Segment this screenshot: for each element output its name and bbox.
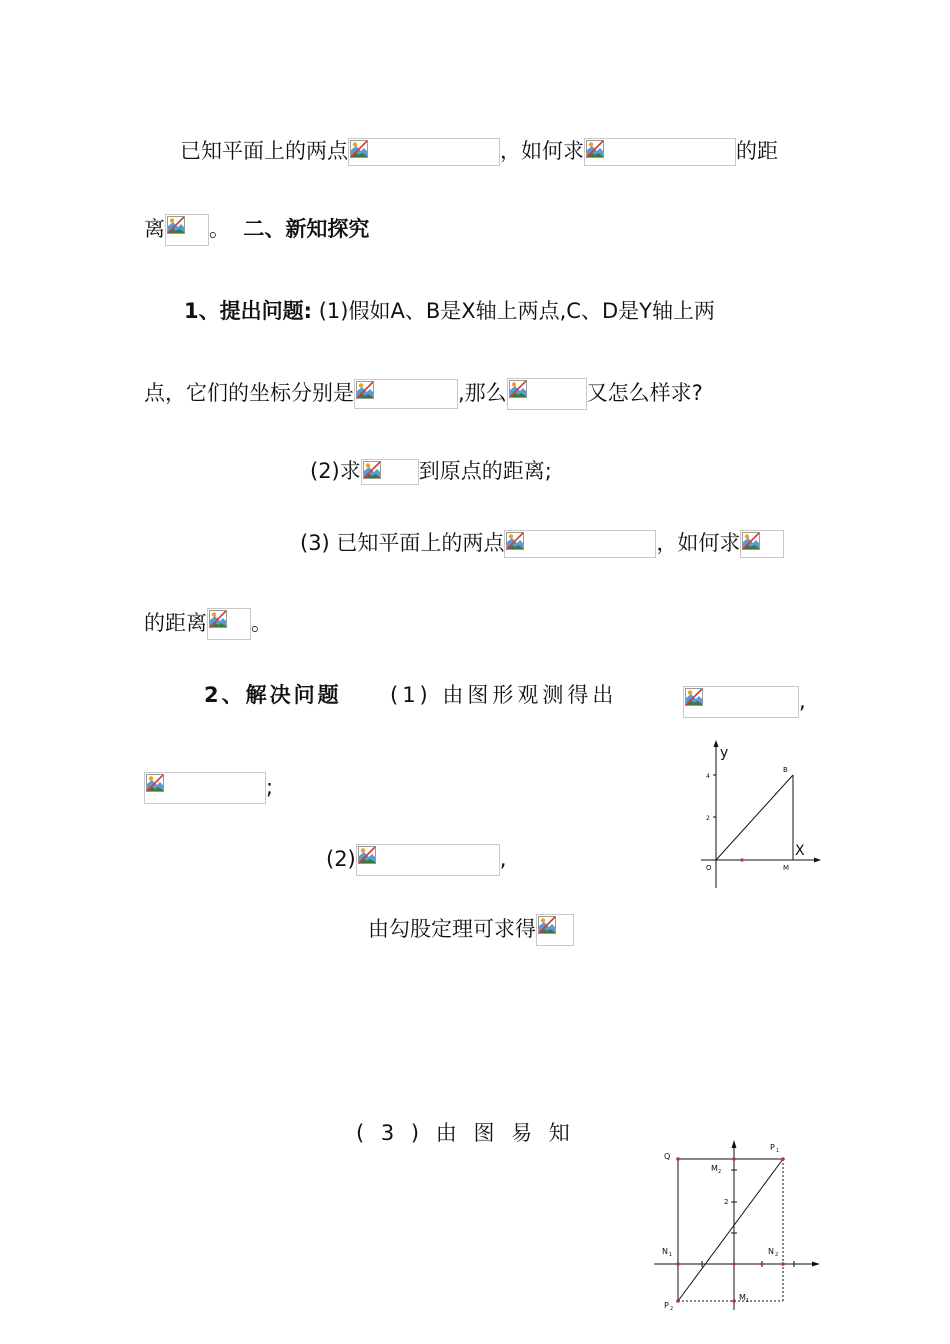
- point-n1: [676, 1262, 680, 1266]
- broken-image-icon: [506, 532, 524, 550]
- x-axis-arrow-icon: [814, 858, 821, 863]
- formula-image: [740, 530, 784, 558]
- text: (2)求: [310, 459, 361, 483]
- text: 又怎么样求?: [586, 381, 703, 405]
- formula-image: [165, 214, 209, 246]
- broken-image-icon: [358, 846, 376, 864]
- point-marker: [740, 858, 743, 861]
- point-label-m1: M: [739, 1293, 746, 1302]
- paragraph-line-8c: [683, 686, 806, 718]
- point-m1: [732, 1299, 736, 1303]
- paragraph-line-8: [204, 680, 342, 710]
- text: 的距: [736, 139, 778, 163]
- text: ,: [499, 847, 507, 871]
- paragraph-line-6: [300, 528, 784, 558]
- point-label-n2-sub: 2: [775, 1252, 779, 1258]
- point-n2: [781, 1262, 785, 1266]
- paragraph-line-3: [184, 296, 715, 326]
- paragraph-line-11: [368, 914, 574, 946]
- axis-label-x: X: [795, 843, 805, 859]
- broken-image-icon: [538, 916, 556, 934]
- formula-image: [507, 378, 587, 410]
- text: (1)假如A、B是X轴上两点,C、D是Y轴上两: [318, 299, 715, 323]
- point-label-m2: M: [711, 1164, 718, 1173]
- text: ，如何求: [500, 139, 584, 163]
- x-axis-arrow-icon: [812, 1262, 820, 1267]
- y-axis-arrow-icon: [732, 1140, 737, 1148]
- broken-image-icon: [509, 380, 527, 398]
- formula-image: [354, 379, 458, 409]
- coordinate-figure-2: [650, 1136, 830, 1314]
- paragraph-line-12: [356, 1118, 572, 1148]
- formula-image: [348, 138, 500, 166]
- formula-image: [504, 530, 656, 558]
- paragraph-line-9: [144, 772, 273, 804]
- broken-image-icon: [350, 140, 368, 158]
- text: 的距离: [144, 611, 207, 635]
- origin-label: O: [706, 864, 712, 872]
- text: (1) 由图形观测得出: [390, 683, 618, 707]
- point-label-m1-sub: 1: [746, 1298, 750, 1304]
- broken-image-icon: [685, 688, 703, 706]
- broken-image-icon: [586, 140, 604, 158]
- text: 。: [209, 217, 230, 241]
- formula-image: [144, 772, 266, 804]
- point-label-p2: P: [664, 1301, 669, 1310]
- point-q: [676, 1157, 680, 1161]
- broken-image-icon: [356, 381, 374, 399]
- text: 点，它们的坐标分别是: [144, 381, 354, 405]
- text: 到原点的距离;: [418, 459, 552, 483]
- point-marker: [732, 1262, 735, 1265]
- formula-image: [536, 914, 574, 946]
- formula-image: [361, 459, 419, 485]
- point-label-m2-sub: 2: [718, 1169, 722, 1175]
- formula-image: [356, 844, 500, 876]
- hypotenuse-ob: [716, 775, 793, 860]
- point-label-n1: N: [662, 1247, 668, 1256]
- broken-image-icon: [742, 532, 760, 550]
- formula-image: [683, 686, 799, 718]
- axis-label-y: y: [720, 745, 729, 761]
- text: 离: [144, 217, 165, 241]
- point-label-q: Q: [664, 1152, 671, 1161]
- broken-image-icon: [167, 216, 185, 234]
- text: (3) 已知平面上的两点: [300, 531, 505, 555]
- broken-image-icon: [146, 774, 164, 792]
- paragraph-line-10: [326, 844, 506, 876]
- segment-p1p2: [678, 1159, 783, 1301]
- text: 由勾股定理可求得: [368, 917, 536, 941]
- point-label-b: B: [783, 766, 788, 774]
- question-label: 1、提出问题:: [184, 299, 313, 323]
- question-label: 2、解决问题: [204, 683, 342, 707]
- broken-image-icon: [363, 461, 381, 479]
- tick-label-4: 4: [706, 773, 710, 780]
- paragraph-line-7: [144, 608, 272, 640]
- paragraph-line-8b: [390, 680, 617, 710]
- paragraph-line-2: [144, 214, 369, 246]
- point-m2: [732, 1157, 736, 1161]
- formula-image: [207, 608, 251, 640]
- point-marker: [760, 1262, 763, 1265]
- text: ;: [266, 775, 274, 799]
- text: ,: [799, 689, 806, 713]
- paragraph-line-1: [180, 136, 778, 166]
- coordinate-figure-1: [695, 738, 825, 890]
- text: ,那么: [458, 381, 507, 405]
- paragraph-line-4: [144, 378, 703, 410]
- tick-label-2: 2: [724, 1198, 729, 1206]
- formula-image: [584, 138, 736, 166]
- point-label-n1-sub: 1: [669, 1252, 673, 1258]
- tick-label-2: 2: [706, 815, 710, 822]
- point-p2: [676, 1299, 680, 1303]
- point-label-p2-sub: 2: [670, 1306, 674, 1312]
- text: ( 3 ) 由 图 易 知: [356, 1121, 572, 1145]
- text: ，如何求: [656, 531, 741, 555]
- point-label-n2: N: [768, 1247, 774, 1256]
- point-label-p1-sub: 1: [776, 1148, 780, 1154]
- text: 。: [251, 611, 272, 635]
- text: (2): [326, 847, 356, 871]
- section-heading: 二、新知探究: [243, 217, 370, 241]
- broken-image-icon: [209, 610, 227, 628]
- y-axis-arrow-icon: [714, 740, 719, 747]
- text: 已知平面上的两点: [180, 139, 348, 163]
- point-label-m: M: [783, 864, 790, 872]
- paragraph-line-5: [310, 456, 552, 486]
- point-label-p1: P: [770, 1143, 775, 1152]
- point-p1: [781, 1157, 785, 1161]
